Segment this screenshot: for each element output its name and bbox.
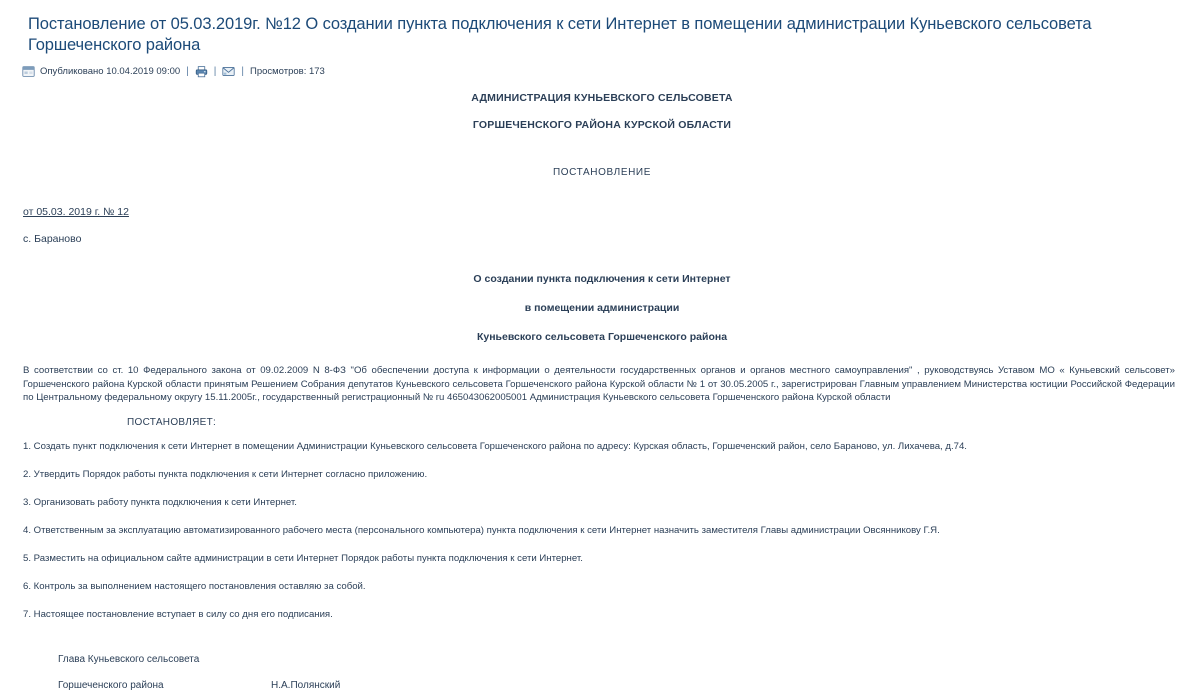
signature-row-1 xyxy=(58,654,1184,665)
published-label: Опубликовано 10.04.2019 09:00 xyxy=(40,66,181,78)
document-city: с. Бараново xyxy=(23,233,82,246)
signature-block xyxy=(58,654,1184,691)
resolves-heading: ПОСТАНОВЛЯЕТ: xyxy=(127,417,217,429)
document-type-heading: ПОСТАНОВЛЕНИЕ xyxy=(553,167,651,179)
document-date-number: от 05.03. 2019 г. № 12 xyxy=(23,206,129,219)
list-item: 1. Создать пункт подключения к сети Интернет в помещении Администрации Куньевского сельсовета Горшеченского района по адресу: Курская область, Горшеченский район, село Бараново, ул. Лихачева, д.74. xyxy=(23,441,967,453)
organization-line-1: АДМИНИСТРАЦИЯ КУНЬЕВСКОГО СЕЛЬСОВЕТА xyxy=(471,92,733,105)
calendar-icon xyxy=(22,65,35,78)
signatory-position-line-2: Горшеченского района xyxy=(58,679,164,691)
organization-line-2: ГОРШЕЧЕНСКОГО РАЙОНА КУРСКОЙ ОБЛАСТИ xyxy=(472,119,732,132)
views-label: Просмотров: 173 xyxy=(249,66,325,78)
list-item: 4. Ответственным за эксплуатацию автоматизированного рабочего места (персонального компьютера) пункта подключения к сети Интернет назначить заместителя Главы администрации Овсянникову Г.Я. xyxy=(23,524,940,536)
subject-line-2: в помещении администрации xyxy=(524,302,680,315)
list-item: 6. Контроль за выполнением настоящего постановления оставляю за собой. xyxy=(23,580,366,592)
list-item: 7. Настоящее постановление вступает в силу со дня его подписания. xyxy=(23,608,333,620)
meta-separator-1: | xyxy=(186,66,189,78)
signatory-name: Н.А.Полянский xyxy=(271,679,341,691)
meta-separator-2: | xyxy=(213,66,217,78)
document-body xyxy=(0,92,1200,690)
subject-line-1: О создании пункта подключения к сети Интернет xyxy=(473,273,731,286)
document-subject xyxy=(20,273,1184,343)
print-icon[interactable] xyxy=(195,65,208,78)
article-meta-bar xyxy=(22,65,1178,78)
document-preamble: В соответствии со ст. 10 Федерального закона от 09.02.2009 N 8-ФЗ "Об обеспечении доступа к информации о деятельности государственных органов и органов местного самоуправления" , руководствуясь Уставом МО « Куньевский сельсовет» Горшеченского района Курской области принятым Решением Собрания депутатов Куньевского сельсовета Горшеченского района Курской области № 1 от 30.05.2005 г., зарегистрирован Главным управлением Министерства юстиции Российской Федерации по Центральному федеральному округу 15.11.2005г., государственный регистрационный № ru 465043062005001 Администрация Куньевского сельсовета Горшеченского района Курской области xyxy=(23,365,1175,404)
signature-row-2 xyxy=(58,680,1184,691)
email-icon[interactable] xyxy=(222,65,235,78)
subject-line-3: Куньевского сельсовета Горшеченского района xyxy=(476,331,728,344)
list-item: 3. Организовать работу пункта подключения к сети Интернет. xyxy=(23,496,297,508)
list-item: 5. Разместить на официальном сайте администрации в сети Интернет Порядок работы пункта подключения к сети Интернет. xyxy=(23,552,583,564)
document-items-list xyxy=(23,441,1184,622)
page-title: Постановление от 05.03.2019г. №12 О создании пункта подключения к сети Интернет в помещении администрации Куньевского сельсовета Горшеченского района xyxy=(28,15,1092,55)
meta-separator-3: | xyxy=(241,66,244,78)
list-item: 2. Утвердить Порядок работы пункта подключения к сети Интернет согласно приложению. xyxy=(23,468,428,480)
signatory-position-line-1: Глава Куньевского сельсовета xyxy=(58,653,200,665)
page-header xyxy=(0,0,1200,78)
